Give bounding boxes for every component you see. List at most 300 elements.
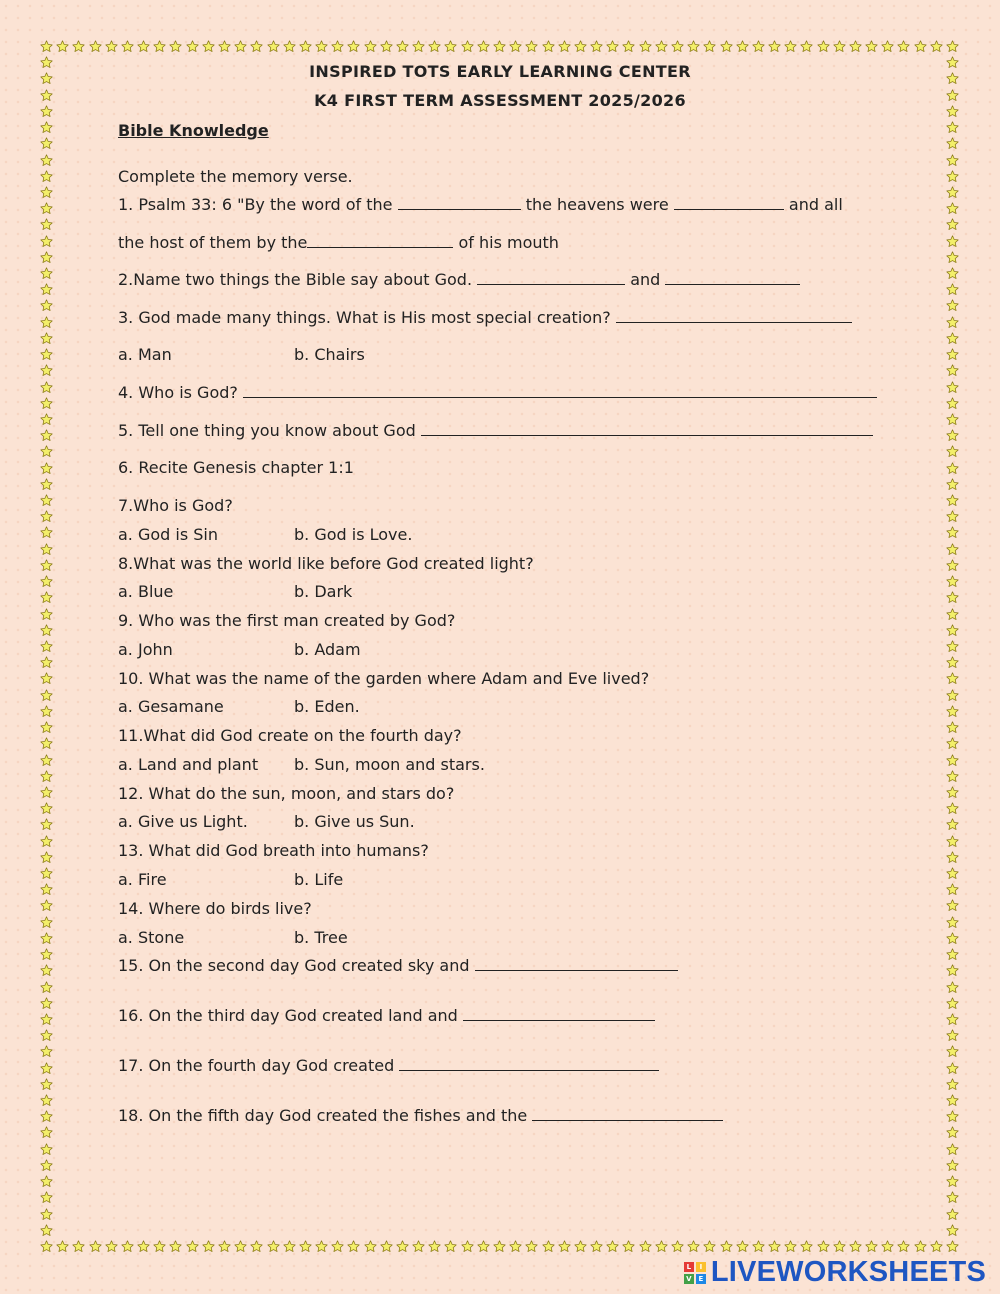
star-icon (40, 202, 53, 215)
star-icon (477, 40, 490, 53)
star-icon (40, 818, 53, 831)
star-icon (946, 40, 959, 53)
logo-squares-icon (684, 1262, 706, 1284)
liveworksheets-logo (684, 1256, 986, 1289)
star-icon (315, 1240, 328, 1253)
q5-blank[interactable] (421, 421, 873, 436)
question-6: 6. Recite Genesis chapter 1:1 (118, 458, 354, 477)
star-icon (687, 1240, 700, 1253)
star-icon (946, 754, 959, 767)
star-icon (946, 818, 959, 831)
star-icon (267, 40, 280, 53)
star-icon (914, 40, 927, 53)
star-icon (380, 40, 393, 53)
star-icon (946, 981, 959, 994)
star-icon (525, 1240, 538, 1253)
star-icon (250, 40, 263, 53)
star-icon (40, 916, 53, 929)
star-icon (946, 640, 959, 653)
star-icon (606, 40, 619, 53)
question-8: 8.What was the world like before God created light? (118, 554, 534, 573)
q11-option-b[interactable]: b. Sun, moon and stars. (294, 755, 485, 774)
star-icon (768, 40, 781, 53)
question-10: 10. What was the name of the garden where Adam and Eve lived? (118, 669, 650, 688)
star-icon (558, 40, 571, 53)
star-icon (574, 40, 587, 53)
star-icon (40, 932, 53, 945)
star-icon (590, 1240, 603, 1253)
star-icon (946, 851, 959, 864)
question-9: 9. Who was the first man created by God? (118, 611, 456, 630)
star-icon (40, 494, 53, 507)
star-icon (121, 40, 134, 53)
star-icon (752, 40, 765, 53)
star-icon (72, 40, 85, 53)
star-icon (897, 1240, 910, 1253)
star-icon (946, 445, 959, 458)
star-icon (40, 1159, 53, 1172)
star-icon (40, 575, 53, 588)
q1-blank-1[interactable] (398, 195, 521, 210)
q13-option-b[interactable]: b. Life (294, 870, 344, 889)
star-icon (946, 689, 959, 702)
star-icon (946, 267, 959, 280)
star-icon (412, 1240, 425, 1253)
star-icon (40, 1045, 53, 1058)
q15-blank[interactable] (475, 956, 678, 971)
star-icon (946, 1143, 959, 1156)
star-icon (218, 40, 231, 53)
q3-option-a[interactable]: a. Man (118, 345, 172, 364)
star-icon (946, 510, 959, 523)
star-icon (40, 624, 53, 637)
q1-text-part2: the heavens were (525, 195, 669, 214)
star-icon (622, 1240, 635, 1253)
star-icon (40, 1240, 53, 1253)
star-icon (946, 1013, 959, 1026)
star-icon (121, 1240, 134, 1253)
star-icon (849, 1240, 862, 1253)
star-icon (396, 40, 409, 53)
star-icon (40, 186, 53, 199)
star-icon (89, 40, 102, 53)
star-icon (234, 40, 247, 53)
q12-option-a[interactable]: a. Give us Light. (118, 812, 248, 831)
star-icon (930, 40, 943, 53)
q2-text: 2.Name two things the Bible say about God. (118, 270, 473, 289)
star-icon (40, 640, 53, 653)
star-icon (946, 299, 959, 312)
star-icon (283, 1240, 296, 1253)
q8-option-b[interactable]: b. Dark (294, 582, 353, 601)
star-icon (946, 137, 959, 150)
star-icon (946, 608, 959, 621)
star-icon (671, 40, 684, 53)
star-icon (946, 154, 959, 167)
star-icon (105, 1240, 118, 1253)
star-icon (186, 40, 199, 53)
star-icon (40, 251, 53, 264)
star-icon (946, 575, 959, 588)
subject-heading: Bible Knowledge (118, 121, 269, 140)
star-icon (40, 526, 53, 539)
star-icon (946, 656, 959, 669)
q2-blank-2[interactable] (665, 270, 800, 285)
question-14: 14. Where do birds live? (118, 899, 312, 918)
star-icon (40, 1078, 53, 1091)
star-icon (800, 40, 813, 53)
star-icon (946, 251, 959, 264)
star-icon (817, 40, 830, 53)
star-icon (946, 202, 959, 215)
question-12: 12. What do the sun, moon, and stars do? (118, 784, 455, 803)
star-icon (40, 737, 53, 750)
star-icon (881, 1240, 894, 1253)
star-icon (40, 154, 53, 167)
star-icon (40, 332, 53, 345)
star-icon (946, 672, 959, 685)
question-3 (118, 308, 852, 327)
star-icon (946, 624, 959, 637)
star-icon (946, 883, 959, 896)
star-icon (590, 40, 603, 53)
star-icon (946, 1240, 959, 1253)
star-icon (40, 1143, 53, 1156)
star-icon (946, 932, 959, 945)
star-icon (946, 802, 959, 815)
q15-text: 15. On the second day God created sky and (118, 956, 470, 975)
star-icon (40, 997, 53, 1010)
star-icon (946, 705, 959, 718)
brand-name: LIVEWORKSHEETS (710, 1256, 986, 1288)
star-icon (40, 883, 53, 896)
star-icon (40, 1224, 53, 1237)
star-icon (40, 1191, 53, 1204)
question-15 (118, 956, 678, 975)
q17-text: 17. On the fourth day God created (118, 1056, 395, 1075)
star-icon (946, 494, 959, 507)
q12-option-b[interactable]: b. Give us Sun. (294, 812, 415, 831)
star-icon (525, 40, 538, 53)
star-icon (671, 1240, 684, 1253)
star-icon (40, 218, 53, 231)
q3-option-b[interactable]: b. Chairs (294, 345, 365, 364)
star-icon (299, 40, 312, 53)
star-icon (833, 1240, 846, 1253)
star-icon (89, 1240, 102, 1253)
star-icon (40, 851, 53, 864)
star-icon (267, 1240, 280, 1253)
star-icon (946, 1094, 959, 1107)
q1-text-part4: the host of them by the (118, 233, 308, 252)
star-icon (40, 429, 53, 442)
question-7: 7.Who is God? (118, 496, 233, 515)
star-icon (784, 1240, 797, 1253)
star-icon (946, 1078, 959, 1091)
star-icon (40, 964, 53, 977)
star-icon (946, 348, 959, 361)
star-icon (40, 137, 53, 150)
star-icon (40, 656, 53, 669)
star-icon (169, 40, 182, 53)
star-icon (364, 1240, 377, 1253)
q4-blank[interactable] (243, 383, 877, 398)
q18-blank[interactable] (532, 1106, 723, 1121)
star-icon (946, 1159, 959, 1172)
q7-option-a[interactable]: a. God is Sin (118, 525, 219, 544)
star-icon (234, 1240, 247, 1253)
star-icon (40, 543, 53, 556)
star-icon (40, 802, 53, 815)
star-icon (768, 1240, 781, 1253)
star-icon (946, 332, 959, 345)
star-icon (946, 121, 959, 134)
star-icon (493, 1240, 506, 1253)
star-icon (946, 397, 959, 410)
star-icon (40, 40, 53, 53)
question-13: 13. What did God breath into humans? (118, 841, 429, 860)
star-icon (380, 1240, 393, 1253)
star-icon (40, 348, 53, 361)
star-icon (946, 786, 959, 799)
star-icon (331, 1240, 344, 1253)
star-icon (946, 526, 959, 539)
star-icon (639, 40, 652, 53)
star-icon (40, 1208, 53, 1221)
star-icon (946, 721, 959, 734)
star-icon (331, 40, 344, 53)
star-icon (40, 283, 53, 296)
star-icon (40, 608, 53, 621)
star-icon (40, 559, 53, 572)
star-icon (946, 1029, 959, 1042)
q10-option-a[interactable]: a. Gesamane (118, 697, 224, 716)
star-icon (412, 40, 425, 53)
star-icon (428, 1240, 441, 1253)
logo-square-1: L (684, 1262, 694, 1272)
instruction-text: Complete the memory verse. (118, 167, 353, 186)
star-icon (703, 40, 716, 53)
star-icon (833, 40, 846, 53)
star-icon (946, 381, 959, 394)
star-icon (56, 40, 69, 53)
star-icon (946, 413, 959, 426)
q2-and: and (630, 270, 661, 289)
star-icon (153, 40, 166, 53)
star-icon (752, 1240, 765, 1253)
star-icon (40, 170, 53, 183)
star-icon (477, 1240, 490, 1253)
logo-square-2: I (696, 1262, 706, 1272)
star-icon (153, 1240, 166, 1253)
star-icon (639, 1240, 652, 1253)
star-icon (202, 1240, 215, 1253)
q14-option-a[interactable]: a. Stone (118, 928, 185, 947)
star-icon (40, 445, 53, 458)
star-icon (186, 1240, 199, 1253)
star-icon (40, 591, 53, 604)
star-icon (800, 1240, 813, 1253)
star-icon (946, 1126, 959, 1139)
q18-text: 18. On the fifth day God created the fishes and the (118, 1106, 528, 1125)
star-icon (40, 1126, 53, 1139)
star-icon (40, 899, 53, 912)
star-icon (40, 721, 53, 734)
assessment-title: K4 FIRST TERM ASSESSMENT 2025/2026 (314, 91, 686, 110)
star-icon (946, 235, 959, 248)
star-icon (40, 299, 53, 312)
star-icon (946, 867, 959, 880)
star-icon (315, 40, 328, 53)
star-icon (946, 364, 959, 377)
star-icon (40, 121, 53, 134)
q1-text-part1: 1. Psalm 33: 6 "By the word of the (118, 195, 393, 214)
star-icon (946, 1062, 959, 1075)
star-icon (137, 40, 150, 53)
star-icon (461, 1240, 474, 1253)
q9-option-b[interactable]: b. Adam (294, 640, 361, 659)
star-icon (881, 40, 894, 53)
q11-option-a[interactable]: a. Land and plant (118, 755, 259, 774)
star-icon (428, 40, 441, 53)
star-icon (444, 40, 457, 53)
star-icon (509, 40, 522, 53)
question-5 (118, 421, 873, 440)
star-icon (946, 1175, 959, 1188)
star-icon (946, 737, 959, 750)
star-icon (461, 40, 474, 53)
star-icon (703, 1240, 716, 1253)
star-icon (574, 1240, 587, 1253)
star-icon (946, 964, 959, 977)
star-icon (930, 1240, 943, 1253)
star-icon (946, 462, 959, 475)
star-icon (946, 1208, 959, 1221)
star-icon (946, 997, 959, 1010)
star-icon (655, 1240, 668, 1253)
star-icon (40, 267, 53, 280)
star-icon (40, 672, 53, 685)
q8-option-a[interactable]: a. Blue (118, 582, 174, 601)
star-icon (40, 948, 53, 961)
logo-square-3: V (684, 1274, 694, 1284)
star-icon (558, 1240, 571, 1253)
question-11: 11.What did God create on the fourth day? (118, 726, 462, 745)
star-icon (946, 591, 959, 604)
star-icon (946, 478, 959, 491)
star-icon (40, 754, 53, 767)
star-icon (542, 1240, 555, 1253)
question-18 (118, 1106, 723, 1125)
star-icon (865, 1240, 878, 1253)
star-icon (40, 835, 53, 848)
q1-blank-2[interactable] (674, 195, 784, 210)
q16-text: 16. On the third day God created land and (118, 1006, 458, 1025)
star-icon (40, 770, 53, 783)
q9-option-a[interactable]: a. John (118, 640, 173, 659)
star-icon (736, 40, 749, 53)
star-icon (218, 1240, 231, 1253)
star-icon (865, 40, 878, 53)
q13-option-a[interactable]: a. Fire (118, 870, 167, 889)
star-icon (736, 1240, 749, 1253)
q14-option-b[interactable]: b. Tree (294, 928, 348, 947)
q17-blank[interactable] (399, 1056, 659, 1071)
star-icon (946, 916, 959, 929)
question-1-line-1 (118, 195, 843, 214)
question-16 (118, 1006, 655, 1025)
q1-text-part5: of his mouth (458, 233, 559, 252)
q16-blank[interactable] (463, 1006, 655, 1021)
star-icon (40, 1029, 53, 1042)
star-icon (817, 1240, 830, 1253)
star-icon (606, 1240, 619, 1253)
star-icon (509, 1240, 522, 1253)
star-icon (946, 186, 959, 199)
q7-option-b[interactable]: b. God is Love. (294, 525, 413, 544)
star-icon (40, 397, 53, 410)
star-icon (40, 705, 53, 718)
star-icon (946, 770, 959, 783)
star-icon (493, 40, 506, 53)
star-icon (40, 510, 53, 523)
star-icon (946, 283, 959, 296)
star-icon (40, 1013, 53, 1026)
star-icon (40, 364, 53, 377)
star-icon (946, 835, 959, 848)
question-2 (118, 270, 800, 289)
star-icon (946, 1191, 959, 1204)
star-icon (40, 235, 53, 248)
star-icon (40, 1062, 53, 1075)
star-icon (40, 478, 53, 491)
star-icon (40, 316, 53, 329)
star-icon (946, 559, 959, 572)
question-1-line-2 (118, 233, 559, 252)
star-icon (946, 1110, 959, 1123)
star-icon (396, 1240, 409, 1253)
star-icon (784, 40, 797, 53)
star-icon (250, 1240, 263, 1253)
q3-blank[interactable] (616, 308, 852, 323)
q4-text: 4. Who is God? (118, 383, 238, 402)
star-icon (946, 170, 959, 183)
star-icon (56, 1240, 69, 1253)
star-icon (946, 218, 959, 231)
star-icon (444, 1240, 457, 1253)
star-icon (897, 40, 910, 53)
star-icon (40, 413, 53, 426)
star-icon (40, 1094, 53, 1107)
star-icon (169, 1240, 182, 1253)
star-icon (946, 948, 959, 961)
q1-text-part3: and all (788, 195, 843, 214)
star-icon (347, 1240, 360, 1253)
star-icon (720, 1240, 733, 1253)
star-icon (283, 40, 296, 53)
star-icon (542, 40, 555, 53)
star-icon (655, 40, 668, 53)
star-icon (105, 40, 118, 53)
star-icon (946, 543, 959, 556)
q1-blank-3[interactable] (307, 233, 453, 248)
q10-option-b[interactable]: b. Eden. (294, 697, 360, 716)
question-17 (118, 1056, 659, 1075)
star-icon (914, 1240, 927, 1253)
star-icon (40, 1110, 53, 1123)
star-icon (40, 981, 53, 994)
q2-blank-1[interactable] (477, 270, 625, 285)
